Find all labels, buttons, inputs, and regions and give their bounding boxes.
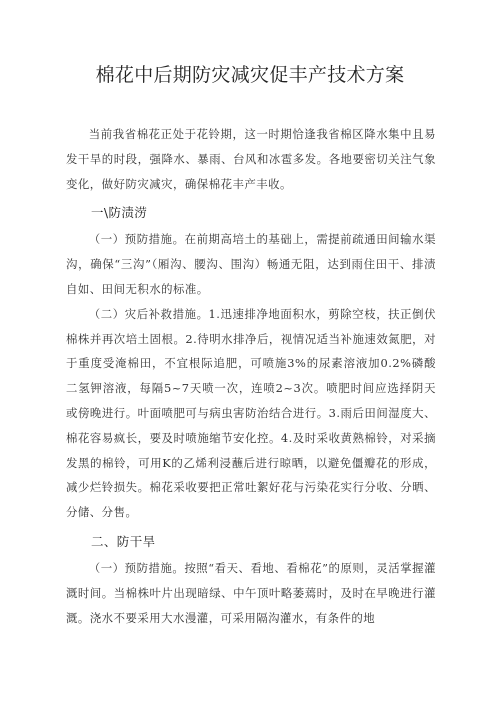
section-heading-waterlogging: 一\防渍涝 — [91, 205, 148, 221]
paragraph-prevention-drought: （一）预防措施。按照“看天、看地、看棉花”的原则，灵活掌握灌溉时间。当棉株叶片出现暗绿、中午顶叶略萎蔫时，及时在早晚进行灌溉。浇水不要采用大水漫灌，可采用隔沟灌水，有条件的地 — [66, 560, 436, 625]
section-heading-drought: 二、防干旱 — [91, 533, 156, 549]
document-body — [66, 122, 436, 630]
paragraph-prevention-waterlogging: （一）预防措施。在前期高培土的基础上，需提前疏通田间输水渠沟，确保“三沟”（厢沟、腰沟、围沟）畅通无阻，达到雨住田干、排渍自如、田间无积水的标准。 — [66, 232, 436, 296]
paragraph-remedy-waterlogging: （二）灾后补救措施。1.迅速排净地面积水，剪除空枝，扶正倒伏棉株并再次培土固根。2.待明水排净后，视情况适当补施速效氮肥，对于重度受淹棉田，不宜根际追肥，可喷施3%的尿素溶液加0.2%磷酸二氢钾溶液，每隔5~7天喷一次，连喷2~3次。喷肥时间应选择阴天或傍晚进行。叶面喷肥可与病虫害防治结合进行。3.雨后田间湿度大、棉花容易疯长，要及时喷施缩节安化控。4.及时采收黄熟棉铃，对采摘发黑的棉铃，可用K的乙烯利浸蘸后进行晾晒，以避免僵瓣花的形成，减少烂铃损失。棉花采收要把正常吐絮好花与污染花实行分收、分晒、分储、分售。 — [66, 306, 436, 520]
intro-paragraph: 当前我省棉花正处于花铃期，这一时期恰逢我省棉区降水集中且易发干旱的时段，强降水、暴雨、台风和冰雹多发。各地要密切关注气象变化，做好防灾减灾，确保棉花丰产丰收。 — [66, 127, 436, 191]
document-title: 棉花中后期防灾减灾促丰产技术方案 — [95, 64, 405, 86]
